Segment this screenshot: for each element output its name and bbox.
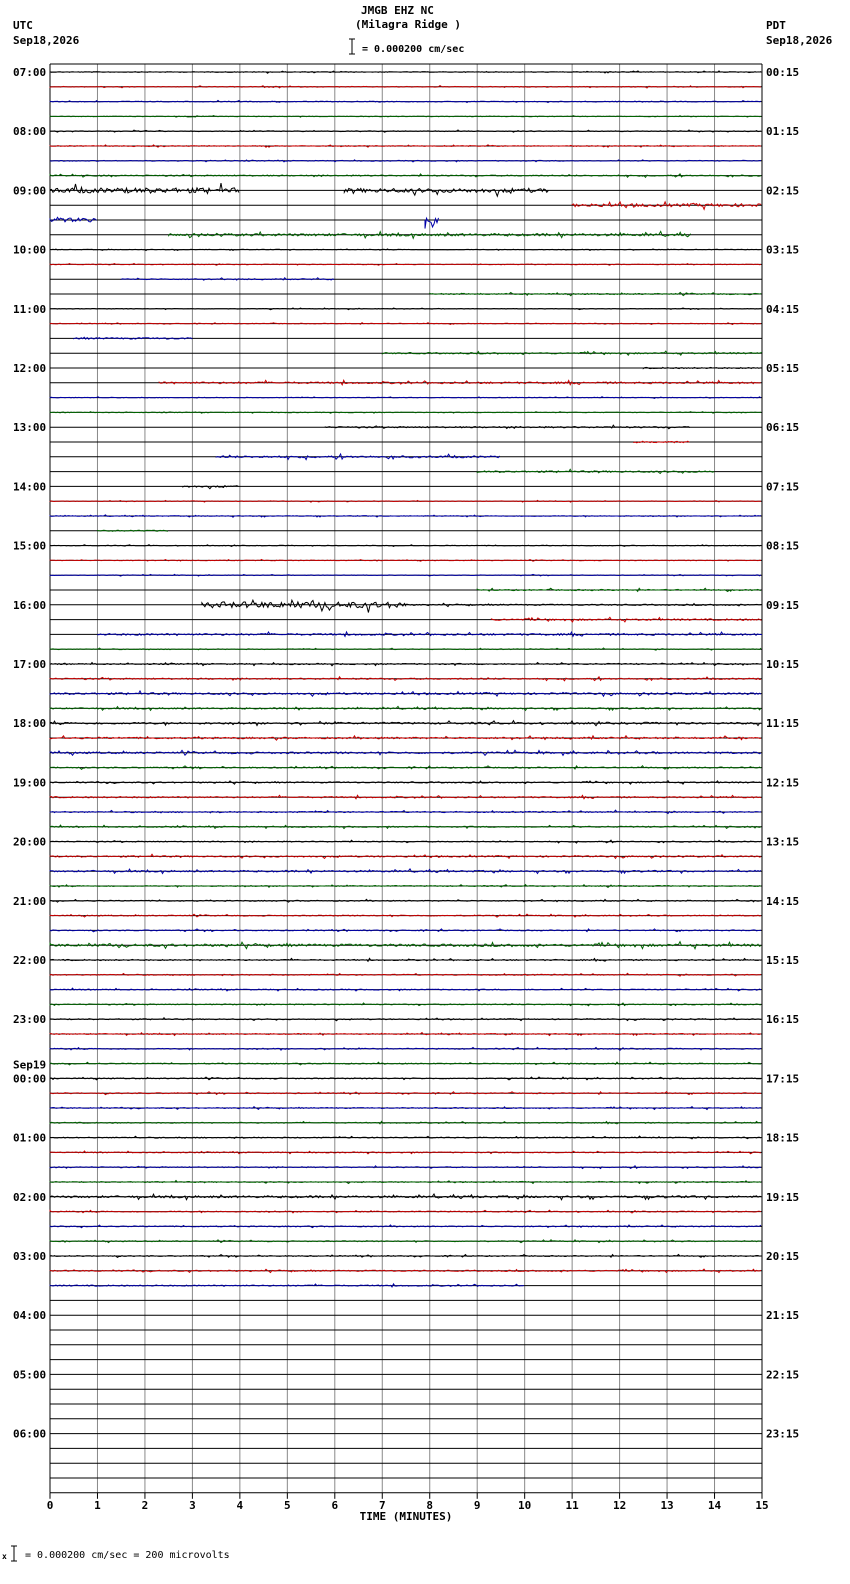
x-tick-label: 15	[755, 1498, 769, 1512]
pdt-hour-label: 01:15	[766, 125, 800, 139]
pdt-hour-label: 07:15	[766, 480, 800, 494]
seismic-trace	[50, 1166, 761, 1169]
seismic-trace	[50, 1062, 761, 1065]
seismic-trace	[50, 1077, 761, 1080]
seismic-trace	[477, 588, 761, 591]
x-axis-title: TIME (MINUTES)	[359, 1509, 453, 1523]
pdt-hour-label: 14:15	[766, 894, 800, 908]
utc-hour-label: 06:00	[13, 1427, 47, 1441]
x-tick-label: 4	[236, 1498, 244, 1512]
seismic-trace	[50, 1092, 761, 1095]
x-tick-label: 9	[473, 1498, 481, 1512]
seismic-trace	[634, 441, 690, 443]
seismic-trace	[50, 988, 761, 991]
seismic-trace	[50, 1033, 761, 1036]
pdt-hour-label: 22:15	[766, 1368, 800, 1382]
seismic-trace	[202, 600, 406, 612]
pdt-hour-label: 20:15	[766, 1250, 800, 1263]
seismic-trace	[50, 1018, 761, 1021]
utc-hour-label: 21:00	[13, 894, 47, 908]
seismic-trace	[50, 1255, 761, 1258]
x-tick-label: 5	[284, 1498, 291, 1512]
seismic-trace	[50, 500, 761, 502]
x-tick-label: 0	[46, 1498, 54, 1512]
scale-bars	[11, 39, 355, 1561]
pdt-hour-label: 21:15	[766, 1309, 800, 1323]
seismic-trace	[50, 677, 761, 681]
seismic-trace	[50, 1210, 761, 1213]
pdt-hour-label: 04:15	[766, 302, 800, 316]
utc-hour-label: 02:00	[13, 1190, 47, 1204]
x-tick-label: 2	[141, 1498, 149, 1512]
seismic-trace	[50, 1240, 761, 1243]
utc-hour-label: 15:00	[13, 539, 47, 553]
pdt-date-label: Sep18,2026	[766, 34, 833, 47]
pdt-hour-label: 02:15	[766, 184, 800, 198]
x-tick-label: 8	[426, 1498, 434, 1512]
seismic-trace	[50, 1003, 761, 1006]
seismic-trace	[50, 174, 761, 177]
seismic-trace	[50, 116, 761, 118]
seismic-trace	[50, 781, 761, 784]
x-tick-label: 13	[660, 1498, 674, 1512]
x-axis	[47, 1493, 769, 1523]
day-change-label: Sep19	[13, 1058, 47, 1072]
pdt-hour-label: 12:15	[766, 776, 800, 790]
utc-hour-label: 00:00	[13, 1072, 47, 1086]
utc-hour-label: 11:00	[13, 302, 47, 316]
pdt-hour-label: 13:15	[766, 835, 800, 849]
seismic-trace	[50, 560, 761, 562]
x-tick-label: 10	[518, 1498, 532, 1512]
seismic-trace	[50, 914, 761, 917]
seismic-trace	[50, 1194, 761, 1200]
seismic-trace	[50, 766, 761, 770]
utc-hour-label: 16:00	[13, 598, 47, 612]
footer-scale-bar-icon	[11, 1546, 17, 1561]
seismic-trace	[50, 1151, 761, 1154]
utc-hour-label: 10:00	[13, 243, 47, 257]
x-tick-label: 3	[189, 1498, 196, 1512]
utc-hour-label: 18:00	[13, 717, 47, 731]
seismic-trace	[50, 648, 761, 650]
seismic-trace	[50, 1269, 761, 1272]
utc-hour-label: 17:00	[13, 658, 47, 671]
utc-hour-label: 09:00	[13, 184, 47, 198]
seismic-trace	[50, 160, 761, 162]
pdt-hour-label: 05:15	[766, 362, 800, 375]
station-title: JMGB EHZ NC	[361, 4, 434, 17]
pdt-hour-label: 08:15	[766, 539, 800, 553]
utc-hour-label: 20:00	[13, 835, 47, 849]
seismic-trace	[430, 292, 762, 295]
pdt-hour-label: 19:15	[766, 1190, 800, 1204]
seismic-trace	[50, 810, 761, 813]
seismic-trace	[50, 899, 761, 902]
seismic-trace	[344, 188, 548, 196]
scale-bar-icon	[349, 39, 355, 54]
x-tick-label: 7	[378, 1498, 386, 1512]
pdt-hour-label: 15:15	[766, 954, 800, 967]
pdt-hour-label: 06:15	[766, 421, 800, 435]
seismic-trace	[50, 574, 761, 576]
seismic-trace	[50, 145, 761, 147]
seismic-trace	[50, 71, 761, 73]
traces	[50, 71, 762, 1287]
utc-hour-label: 05:00	[13, 1368, 47, 1382]
utc-hour-label: 22:00	[13, 954, 47, 967]
seismic-trace	[121, 278, 334, 280]
scale-value-label: = 0.000200 cm/sec	[362, 44, 465, 55]
utc-hour-label: 23:00	[13, 1013, 47, 1027]
seismic-trace	[50, 264, 761, 266]
utc-hour-label: 04:00	[13, 1309, 47, 1323]
station-location: (Milagra Ridge )	[355, 18, 461, 31]
pdt-hour-label: 23:15	[766, 1427, 800, 1441]
utc-hour-label: 19:00	[13, 776, 47, 790]
seismic-trace	[50, 545, 761, 547]
seismic-trace	[425, 218, 439, 229]
utc-date-label: Sep18,2026	[13, 34, 80, 47]
pdt-hour-label: 10:15	[766, 658, 800, 671]
seismic-trace	[50, 100, 761, 102]
pdt-zone-label: PDT	[766, 19, 786, 32]
seismic-trace	[50, 323, 761, 325]
x-tick-label: 6	[331, 1498, 339, 1512]
utc-hour-label: 07:00	[13, 66, 47, 79]
pdt-hour-label: 11:15	[766, 717, 800, 731]
seismic-trace	[50, 1047, 761, 1050]
footer-scale-note: = 0.000200 cm/sec = 200 microvolts	[25, 1550, 230, 1561]
seismic-trace	[50, 885, 761, 888]
pdt-hour-label: 16:15	[766, 1013, 800, 1027]
x-tick-label: 12	[612, 1498, 627, 1512]
utc-hour-label: 03:00	[13, 1250, 47, 1263]
seismic-trace	[50, 1181, 761, 1184]
seismic-trace	[50, 86, 761, 88]
utc-hour-label: 12:00	[13, 362, 47, 375]
seismic-trace	[50, 1225, 761, 1228]
utc-hour-label: 14:00	[13, 480, 47, 494]
pdt-hour-label: 00:15	[766, 66, 800, 79]
time-grid	[50, 64, 762, 1493]
utc-hour-label: 13:00	[13, 421, 47, 435]
pdt-hour-label: 09:15	[766, 598, 800, 612]
footer-corner-mark: x	[2, 1552, 7, 1561]
pdt-hour-label: 17:15	[766, 1072, 800, 1086]
seismic-trace	[406, 603, 762, 606]
x-tick-label: 14	[707, 1498, 722, 1512]
x-tick-label: 1	[94, 1498, 101, 1512]
pdt-hour-label: 18:15	[766, 1131, 800, 1145]
seismic-trace	[50, 825, 761, 828]
row-lines	[50, 72, 762, 1478]
seismic-trace	[50, 958, 761, 961]
utc-hour-label: 01:00	[13, 1131, 47, 1145]
seismic-trace	[50, 973, 761, 976]
utc-hour-label: 08:00	[13, 125, 47, 139]
seismic-trace	[50, 308, 761, 310]
seismic-trace	[50, 706, 761, 710]
utc-zone-label: UTC	[13, 19, 33, 32]
x-tick-label: 11	[565, 1498, 579, 1512]
seismic-trace	[50, 515, 761, 517]
seismic-trace	[50, 130, 761, 132]
pdt-hour-label: 03:15	[766, 243, 800, 257]
seismic-trace	[50, 840, 761, 843]
